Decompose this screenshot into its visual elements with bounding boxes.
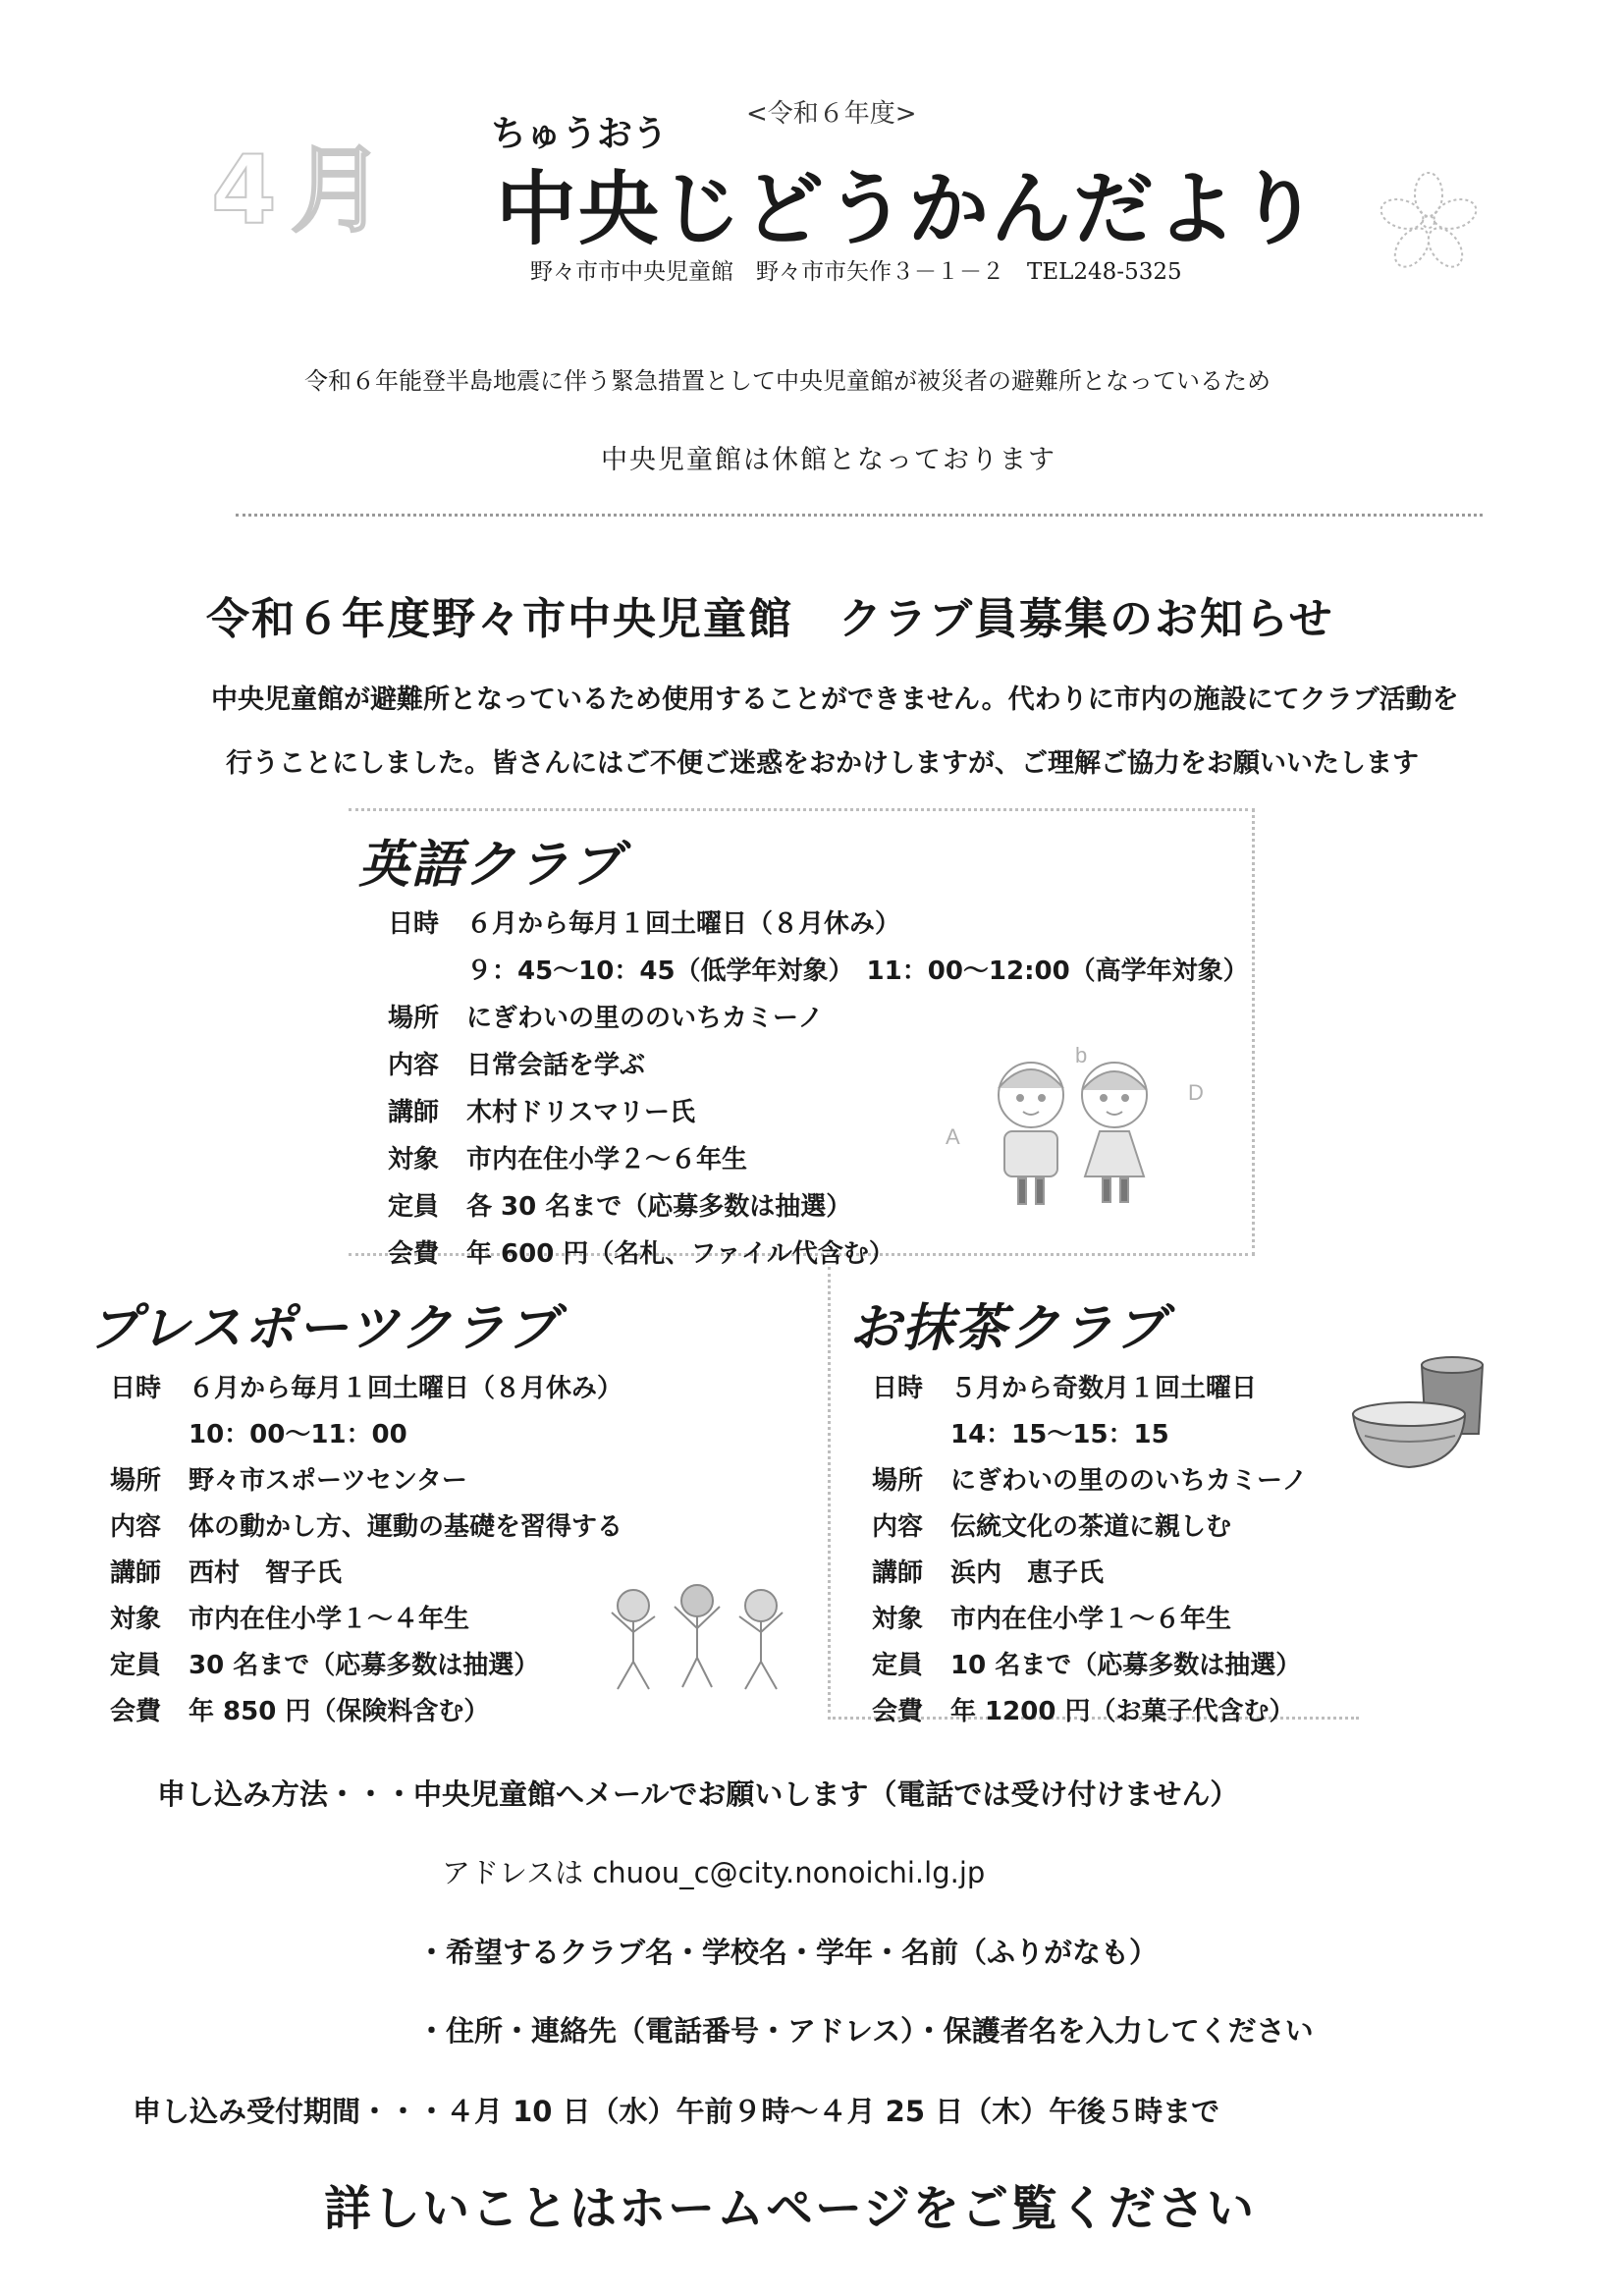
detail-key bbox=[110, 1414, 165, 1450]
address-line: 野々市市中央児童館 野々市市矢作３－１－２ TEL248-5325 bbox=[530, 259, 1182, 285]
detail-value: 30 名まで（応募多数は抽選） bbox=[189, 1651, 540, 1680]
detail-row bbox=[872, 1691, 1307, 1727]
recruit-headline: 令和６年度野々市中央児童館 クラブ員募集のお知らせ bbox=[206, 594, 1334, 644]
svg-text:D: D bbox=[1188, 1080, 1204, 1105]
detail-row bbox=[872, 1553, 1307, 1589]
detail-value: 市内在住小学１～６年生 bbox=[950, 1605, 1232, 1634]
tea-club-title: お抹茶クラブ bbox=[849, 1299, 1168, 1358]
detail-key: 講師 bbox=[388, 1098, 440, 1127]
detail-value: ６月から毎月１回土曜日（８月休み） bbox=[466, 909, 901, 939]
detail-key: 講師 bbox=[872, 1558, 924, 1588]
divider bbox=[236, 514, 1483, 517]
detail-row bbox=[110, 1553, 622, 1589]
detail-value: 浜内 恵子氏 bbox=[950, 1558, 1105, 1588]
detail-value: ５月から奇数月１回土曜日 bbox=[950, 1374, 1258, 1403]
detail-row bbox=[110, 1460, 622, 1497]
detail-value: 体の動かし方、運動の基礎を習得する bbox=[189, 1512, 623, 1542]
detail-key: 会費 bbox=[110, 1697, 162, 1726]
detail-value: 伝統文化の茶道に親しむ bbox=[950, 1512, 1232, 1542]
detail-value: 年 1200 円（お菓子代含む） bbox=[950, 1697, 1295, 1726]
flower-icon bbox=[1375, 167, 1483, 275]
recruit-intro-line1: 中央児童館が避難所となっているため使用することができません。代わりに市内の施設にてクラブ活動を bbox=[211, 684, 1459, 715]
month-label: 4月 bbox=[211, 136, 399, 246]
svg-text:b: b bbox=[1075, 1043, 1088, 1067]
detail-value: 各 30 名まで（応募多数は抽選） bbox=[466, 1192, 852, 1222]
detail-value: 年 600 円（名札、ファイル代含む） bbox=[466, 1239, 894, 1269]
detail-row bbox=[388, 1233, 1249, 1270]
detail-row bbox=[388, 998, 1249, 1034]
detail-value: 10 名まで（応募多数は抽選） bbox=[950, 1651, 1302, 1680]
detail-key: 講師 bbox=[110, 1558, 162, 1588]
detail-value: 日常会話を学ぶ bbox=[466, 1051, 646, 1080]
homepage-note: 詳しいことはホームページをご覧ください bbox=[324, 2181, 1257, 2236]
detail-row bbox=[110, 1599, 622, 1635]
detail-key: 日時 bbox=[110, 1374, 162, 1403]
detail-key: 会費 bbox=[872, 1697, 924, 1726]
detail-row bbox=[388, 903, 1249, 940]
tea-bowl-icon bbox=[1345, 1345, 1492, 1483]
detail-key: 内容 bbox=[872, 1512, 924, 1542]
english-club-title: 英語クラブ bbox=[358, 836, 624, 895]
newsletter-title: 中央じどうかんだより bbox=[496, 163, 1322, 256]
detail-value: ９：45～10：45（低学年対象） 11：00～12:00（高学年対象） bbox=[466, 957, 1249, 986]
detail-key: 内容 bbox=[110, 1512, 162, 1542]
detail-key: 日時 bbox=[388, 909, 440, 939]
apply-period: 申し込み受付期間・・・４月 10 日（水）午前９時～４月 25 日（木）午後５時まで bbox=[133, 2095, 1220, 2128]
detail-key: 場所 bbox=[388, 1004, 440, 1033]
detail-key: 定員 bbox=[872, 1651, 924, 1680]
sports-club-title: プレスポーツクラブ bbox=[88, 1299, 560, 1358]
detail-key: 定員 bbox=[388, 1192, 440, 1222]
detail-value: 西村 智子氏 bbox=[189, 1558, 343, 1588]
detail-key: 会費 bbox=[388, 1239, 440, 1269]
tea-club-details bbox=[872, 1368, 1307, 1727]
children-illustration-icon bbox=[938, 1041, 1222, 1237]
detail-value: 野々市スポーツセンター bbox=[189, 1466, 467, 1496]
evacuation-notice: 令和６年能登半島地震に伴う緊急措置として中央児童館が被災者の避難所となっているため bbox=[304, 367, 1271, 395]
apply-required-item-2: ・住所・連絡先（電話番号・アドレス）・保護者名を入力してください bbox=[417, 2014, 1314, 2048]
title-ruby: ちゅうおう bbox=[491, 114, 669, 154]
detail-row bbox=[872, 1460, 1307, 1497]
detail-row bbox=[872, 1599, 1307, 1635]
detail-value: 木村ドリスマリー氏 bbox=[466, 1098, 695, 1127]
detail-row bbox=[872, 1414, 1307, 1450]
detail-value: にぎわいの里ののいちカミーノ bbox=[950, 1466, 1308, 1496]
detail-row bbox=[110, 1645, 622, 1681]
apply-method: 申し込み方法・・・中央児童館へメールでお願いします（電話では受け付けません） bbox=[157, 1777, 1239, 1811]
detail-key: 日時 bbox=[872, 1374, 924, 1403]
detail-row bbox=[872, 1506, 1307, 1543]
detail-key bbox=[872, 1414, 927, 1450]
detail-row bbox=[388, 951, 1249, 987]
detail-key: 対象 bbox=[872, 1605, 924, 1634]
detail-key: 場所 bbox=[110, 1466, 162, 1496]
detail-key: 定員 bbox=[110, 1651, 162, 1680]
sports-club-details bbox=[110, 1368, 622, 1727]
detail-value: 10：00～11：00 bbox=[189, 1420, 407, 1449]
detail-key: 場所 bbox=[872, 1466, 924, 1496]
detail-row bbox=[872, 1368, 1307, 1404]
detail-value: 市内在住小学２～６年生 bbox=[466, 1145, 748, 1175]
exercising-children-icon bbox=[594, 1571, 800, 1699]
detail-value: ６月から毎月１回土曜日（８月休み） bbox=[189, 1374, 623, 1403]
detail-value: 年 850 円（保険料含む） bbox=[189, 1697, 490, 1726]
apply-required-item-1: ・希望するクラブ名・学校名・学年・名前（ふりがなも） bbox=[417, 1936, 1159, 1969]
detail-row bbox=[110, 1691, 622, 1727]
recruit-intro-line2: 行うことにしました。皆さんにはご不便ご迷惑をおかけしますが、ご理解ご協力をお願いいたします bbox=[226, 748, 1419, 779]
detail-row bbox=[872, 1645, 1307, 1681]
apply-email-address: アドレスは chuou_c@city.nonoichi.lg.jp bbox=[442, 1856, 986, 1889]
detail-key bbox=[388, 951, 443, 987]
detail-key: 対象 bbox=[388, 1145, 440, 1175]
detail-key: 対象 bbox=[110, 1605, 162, 1634]
detail-key: 内容 bbox=[388, 1051, 440, 1080]
closure-notice: 中央児童館は休館となっております bbox=[601, 445, 1056, 475]
svg-text:A: A bbox=[946, 1124, 960, 1149]
detail-value: 市内在住小学１～４年生 bbox=[189, 1605, 470, 1634]
detail-value: 14：15～15：15 bbox=[950, 1420, 1169, 1449]
detail-value: にぎわいの里ののいちカミーノ bbox=[466, 1004, 824, 1033]
detail-row bbox=[110, 1368, 622, 1404]
detail-row bbox=[110, 1506, 622, 1543]
detail-row bbox=[110, 1414, 622, 1450]
fiscal-year-label: <令和６年度> bbox=[746, 99, 917, 129]
